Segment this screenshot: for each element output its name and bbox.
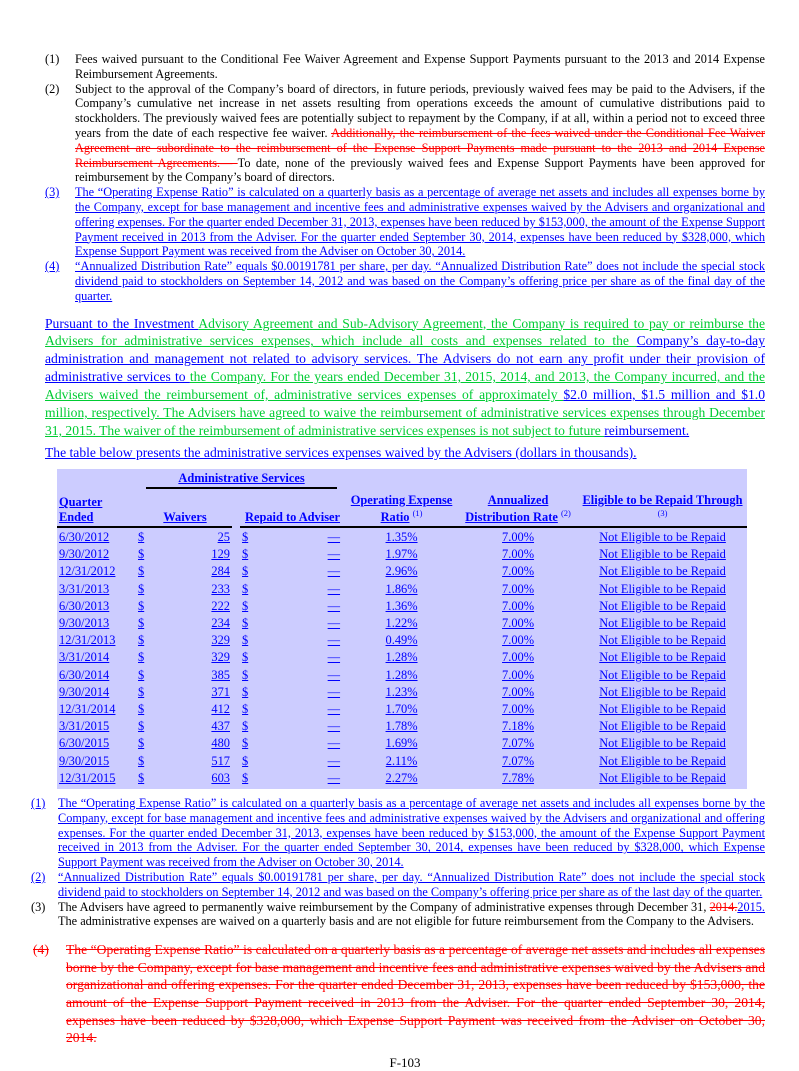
- dollar-sign: $: [242, 684, 249, 699]
- cell-quarter-ended: 12/31/2014: [59, 702, 116, 717]
- cell-eligible-to-be-repaid: Not Eligible to be Repaid: [599, 753, 726, 768]
- cell-annualized-distribution-rate: 7.00%: [502, 667, 535, 682]
- cell-repaid-amount: —: [327, 650, 341, 665]
- table-row: [57, 700, 747, 717]
- dollar-sign: $: [242, 770, 249, 785]
- footnote-item-2: [31, 870, 765, 900]
- cell-waiver-amount: 234: [211, 616, 230, 631]
- dollar-sign: $: [242, 633, 249, 648]
- dollar-sign: $: [138, 753, 145, 768]
- cell-waiver-amount: 25: [217, 530, 230, 545]
- cell-operating-expense-ratio: 1.70%: [385, 702, 418, 717]
- cell-annualized-distribution-rate: 7.00%: [502, 650, 535, 665]
- table-row: [57, 752, 747, 769]
- footnote-number: (3): [31, 899, 46, 914]
- cell-waiver-amount: 437: [211, 719, 230, 734]
- dollar-sign: $: [138, 684, 145, 699]
- footnote-number: (4): [45, 259, 60, 274]
- cell-waiver-amount: 129: [211, 547, 230, 562]
- cell-eligible-to-be-repaid: Not Eligible to be Repaid: [599, 564, 726, 579]
- cell-annualized-distribution-rate: 7.00%: [502, 530, 535, 545]
- table-row: [57, 545, 747, 562]
- cell-waiver-amount: 480: [211, 736, 230, 751]
- cell-operating-expense-ratio: 2.27%: [385, 770, 418, 785]
- dollar-sign: $: [138, 547, 145, 562]
- cell-repaid-amount: —: [327, 530, 341, 545]
- dollar-sign: $: [242, 667, 249, 682]
- text-segment-blue: Company’s day-to-day administration and management not related to advisory services. The Advisers do not earn any profit under their provision of administrative services to: [45, 333, 765, 385]
- footnote-number: (4): [33, 942, 49, 958]
- cell-operating-expense-ratio: 2.96%: [385, 564, 418, 579]
- table-row: [57, 648, 747, 665]
- cell-repaid-amount: —: [327, 684, 341, 699]
- dollar-sign: $: [138, 581, 145, 596]
- footnote-ref-2: (2): [560, 507, 571, 518]
- cell-repaid-amount: —: [327, 564, 341, 579]
- text-segment-red-strike: 2014.: [709, 899, 738, 914]
- table-row: [57, 597, 747, 614]
- cell-annualized-distribution-rate: 7.00%: [502, 547, 535, 562]
- cell-annualized-distribution-rate: 7.18%: [502, 719, 535, 734]
- cell-repaid-amount: —: [327, 667, 341, 682]
- footnote-text: [58, 796, 765, 870]
- dollar-sign: $: [242, 650, 249, 665]
- cell-quarter-ended: 9/30/2013: [59, 616, 110, 631]
- dollar-sign: $: [138, 667, 145, 682]
- cell-annualized-distribution-rate: 7.07%: [502, 736, 535, 751]
- footnote-text: [58, 870, 765, 900]
- cell-quarter-ended: 9/30/2014: [59, 684, 110, 699]
- footnote-number: (2): [45, 81, 60, 96]
- footnote-text: [58, 900, 765, 930]
- dollar-sign: $: [138, 530, 145, 545]
- cell-annualized-distribution-rate: 7.00%: [502, 702, 535, 717]
- cell-waiver-amount: 385: [211, 667, 230, 682]
- cell-repaid-amount: —: [327, 633, 341, 648]
- administrative-services-table: [57, 469, 747, 789]
- cell-eligible-to-be-repaid: Not Eligible to be Repaid: [599, 770, 726, 785]
- text-segment-red-strike: Additionally, the reimbursement of the fees waived under the Conditional Fee Waiver Agreement are subordinate to the reimbursement of the Expense Support Payments made pursuant to the 2013 and 2014 Expense Reimbursement Agreements.—: [75, 125, 766, 170]
- cell-waiver-amount: 222: [211, 598, 230, 613]
- cell-waiver-amount: 329: [211, 650, 230, 665]
- cell-annualized-distribution-rate: 7.00%: [502, 581, 535, 596]
- dollar-sign: $: [138, 598, 145, 613]
- text-segment-black: Subject to the approval of the Company’s board of directors, in future periods, previously waived fees may be paid to the Advisers, if the Company’s cumulative net increase in net assets resulting from operations exceeds the amount of cumulative distributions paid to stockholders. The previously waived fees are potentially subject to repayment by the Company, if at all, within a period not to exceed three years from the date of each respective fee waiver.: [75, 81, 765, 140]
- dollar-sign: $: [138, 564, 145, 579]
- table-group-header-row: [57, 469, 747, 489]
- footnote-text: [75, 259, 765, 303]
- text-segment-blue: The “Operating Expense Ratio” is calculated on a quarterly basis as a percentage of average net assets and includes all expenses borne by the Company, except for base management and incentive fees and administrative expenses waived by the Advisers and organizational and offering expenses. For the quarter ended December 31, 2013, expenses have been reduced by $153,000, the amount of the Expense Support Payment received in 2013 from the Adviser. For the quarter ended September 30, 2014, expenses have been reduced by $328,000, which Expense Support Payment was received from the Adviser on October 30, 2014.: [75, 185, 765, 259]
- cell-annualized-distribution-rate: 7.07%: [502, 753, 535, 768]
- deleted-footnote-4: [33, 941, 765, 1047]
- cell-repaid-amount: —: [327, 753, 341, 768]
- dollar-sign: $: [242, 598, 249, 613]
- cell-operating-expense-ratio: 0.49%: [385, 633, 418, 648]
- text-segment-blue: The table below presents the administrative services expenses waived by the Advisers (dollars in thousands).: [45, 444, 637, 460]
- cell-waiver-amount: 329: [211, 633, 230, 648]
- cell-quarter-ended: 6/30/2013: [59, 598, 110, 613]
- cell-repaid-amount: —: [327, 702, 341, 717]
- text-segment-blue: The “Operating Expense Ratio” is calculated on a quarterly basis as a percentage of average net assets and includes all expenses borne by the Company, except for base management and incentive fees and administrative expenses waived by the Advisers and organizational and offering expenses. For the quarter ended December 31, 2013, expenses have been reduced by $153,000, the amount of the Expense Support Payment received in 2013 from the Adviser. For the quarter ended September 30, 2014, expenses have been reduced by $328,000, which Expense Support Payment was received from the Adviser on October 30, 2014.: [58, 796, 765, 870]
- dollar-sign: $: [242, 547, 249, 562]
- dollar-sign: $: [242, 702, 249, 717]
- cell-quarter-ended: 6/30/2012: [59, 530, 110, 545]
- dollar-sign: $: [138, 736, 145, 751]
- cell-operating-expense-ratio: 1.23%: [385, 684, 418, 699]
- table-row: [57, 631, 747, 648]
- cell-waiver-amount: 284: [211, 564, 230, 579]
- bottom-footnote-list: [31, 796, 765, 929]
- footnote-number: (1): [31, 796, 46, 811]
- table-row: [57, 614, 747, 631]
- footnote-item-1: [31, 796, 765, 870]
- text-segment-blue: 2015.: [737, 899, 765, 914]
- column-header-eligible-to-be-repaid: Eligible to be Repaid Through $^{(3)}$: [578, 493, 747, 528]
- cell-annualized-distribution-rate: 7.00%: [502, 633, 535, 648]
- footnote-item-3: [45, 185, 765, 259]
- text-segment-green: the Company. For the years ended December 31, 2015, 2014, and 2013, the Company incurred, and the Advisers waived the reimbursement of, administrative services expenses of approximately: [45, 369, 765, 403]
- cell-eligible-to-be-repaid: Not Eligible to be Repaid: [599, 650, 726, 665]
- cell-operating-expense-ratio: 1.28%: [385, 667, 418, 682]
- table-body: [57, 528, 747, 789]
- page-number: F-103: [389, 1054, 421, 1070]
- cell-repaid-amount: —: [327, 770, 341, 785]
- top-footnote-list: [45, 52, 765, 304]
- text-segment-blue: $2.0 million, $1.5 million and $1.0: [563, 387, 765, 403]
- text-segment-green: million, respectively. The Advisers have agreed to waive the reimbursement of administrative services expenses through December 31, 2015. The waiver of the reimbursement of administrative services expenses is not subject to future: [45, 405, 765, 438]
- footnote-ref-3: (3): [657, 507, 668, 518]
- column-header-waivers: Waivers: [138, 510, 232, 528]
- table-row: [57, 528, 747, 545]
- dollar-sign: $: [242, 530, 249, 545]
- dollar-sign: $: [242, 719, 249, 734]
- footnote-item-2: [45, 82, 765, 186]
- text-segment-black: The administrative expenses are waived on a quarterly basis and are not eligible for future reimbursement from the Company to the Advisers.: [58, 914, 754, 929]
- cell-eligible-to-be-repaid: Not Eligible to be Repaid: [599, 530, 726, 545]
- cell-annualized-distribution-rate: 7.00%: [502, 616, 535, 631]
- table-row: [57, 580, 747, 597]
- dollar-sign: $: [138, 616, 145, 631]
- cell-annualized-distribution-rate: 7.00%: [502, 598, 535, 613]
- table-row: [57, 734, 747, 751]
- dollar-sign: $: [138, 719, 145, 734]
- text-segment-blue: reimbursement.: [604, 422, 690, 438]
- cell-quarter-ended: 3/31/2014: [59, 650, 110, 665]
- text-segment-black: The Advisers have agreed to permanently waive reimbursement by the Company of administrative expenses through December 31,: [58, 899, 710, 914]
- cell-waiver-amount: 603: [211, 770, 230, 785]
- dollar-sign: $: [242, 581, 249, 596]
- footnote-text: [66, 941, 765, 1047]
- dollar-sign: $: [242, 616, 249, 631]
- cell-eligible-to-be-repaid: Not Eligible to be Repaid: [599, 633, 726, 648]
- cell-quarter-ended: 6/30/2014: [59, 667, 110, 682]
- text-segment-green: Advisory Agreement and Sub-Advisory Agreement, the Company is required to pay or reimburse the Advisers for administrative services expenses, which include all costs and expenses related to the: [45, 315, 765, 349]
- table-row: [57, 717, 747, 734]
- column-header-annualized-distribution-rate: Annualized Distribution Rate $^{(2)}$: [458, 493, 578, 528]
- cell-quarter-ended: 12/31/2015: [59, 770, 116, 785]
- dollar-sign: $: [242, 753, 249, 768]
- cell-waiver-amount: 371: [211, 684, 230, 699]
- table-row: [57, 666, 747, 683]
- dollar-sign: $: [138, 702, 145, 717]
- footnote-item-4: [45, 259, 765, 303]
- cell-operating-expense-ratio: 1.97%: [385, 547, 418, 562]
- footnote-text: [75, 82, 765, 186]
- table-row: [57, 683, 747, 700]
- table-intro-sentence: [45, 444, 765, 462]
- table-column-header-row: [57, 489, 747, 528]
- cell-repaid-amount: —: [327, 616, 341, 631]
- cell-eligible-to-be-repaid: Not Eligible to be Repaid: [599, 547, 726, 562]
- cell-quarter-ended: 9/30/2015: [59, 753, 110, 768]
- dollar-sign: $: [138, 770, 145, 785]
- cell-operating-expense-ratio: 1.22%: [385, 616, 418, 631]
- footnote-number: (1): [45, 52, 60, 66]
- cell-operating-expense-ratio: 1.69%: [385, 736, 418, 751]
- dollar-sign: $: [138, 650, 145, 665]
- cell-annualized-distribution-rate: 7.00%: [502, 564, 535, 579]
- footnote-item-1: [45, 52, 765, 82]
- footnote-item-3: [31, 900, 765, 930]
- text-segment-black: Fees waived pursuant to the Conditional Fee Waiver Agreement and Expense Support Payments pursuant to the 2013 and 2014 Expense Reimbursement Agreements.: [75, 52, 765, 81]
- column-header-repaid-to-adviser: Repaid to Adviser: [240, 510, 345, 528]
- cell-waiver-amount: 412: [211, 702, 230, 717]
- dollar-sign: $: [138, 633, 145, 648]
- text-segment-red-strike: The “Operating Expense Ratio” is calculated on a quarterly basis as a percentage of average net assets and includes all expenses borne by the Company, except for base management and incentive fees and administrative expenses waived by the Advisers and organizational and offering expenses. For the quarter ended December 31, 2013, expenses have been reduced by $153,000, the amount of the Expense Support Payment received in 2013 from the Adviser. For the quarter ended September 30, 2014, expenses have been reduced by $328,000, which Expense Support Payment was received from the Adviser on October 30, 2014.: [66, 942, 765, 1046]
- cell-waiver-amount: 233: [211, 581, 230, 596]
- cell-operating-expense-ratio: 1.35%: [385, 530, 418, 545]
- footnote-number: (3): [45, 185, 60, 200]
- table-row: [57, 562, 747, 579]
- table-row: [57, 769, 747, 789]
- footnote-text: [75, 52, 765, 82]
- text-segment-blue: Pursuant to the Investment: [45, 315, 199, 331]
- cell-operating-expense-ratio: 2.11%: [385, 753, 418, 768]
- advisory-agreement-paragraph: [45, 315, 765, 440]
- cell-repaid-amount: —: [327, 598, 341, 613]
- group-header-administrative-services: Administrative Services: [146, 471, 337, 489]
- cell-annualized-distribution-rate: 7.78%: [502, 770, 535, 785]
- text-segment-blue: “Annualized Distribution Rate” equals $0.00191781 per share, per day. “Annualized Distribution Rate” does not include the special stock dividend paid to stockholders on September 14, 2012 and was based on the Company’s offering price per share as of the final day of the quarter.: [75, 259, 765, 303]
- cell-eligible-to-be-repaid: Not Eligible to be Repaid: [599, 667, 726, 682]
- cell-repaid-amount: —: [327, 736, 341, 751]
- cell-eligible-to-be-repaid: Not Eligible to be Repaid: [599, 581, 726, 596]
- cell-quarter-ended: 3/31/2013: [59, 581, 110, 596]
- cell-eligible-to-be-repaid: Not Eligible to be Repaid: [599, 684, 726, 699]
- cell-eligible-to-be-repaid: Not Eligible to be Repaid: [599, 736, 726, 751]
- cell-eligible-to-be-repaid: Not Eligible to be Repaid: [599, 616, 726, 631]
- cell-repaid-amount: —: [327, 547, 341, 562]
- cell-quarter-ended: 6/30/2015: [59, 736, 110, 751]
- cell-quarter-ended: 3/31/2015: [59, 719, 110, 734]
- cell-repaid-amount: —: [327, 581, 341, 596]
- dollar-sign: $: [242, 736, 249, 751]
- dollar-sign: $: [242, 564, 249, 579]
- cell-operating-expense-ratio: 1.78%: [385, 719, 418, 734]
- cell-eligible-to-be-repaid: Not Eligible to be Repaid: [599, 598, 726, 613]
- cell-annualized-distribution-rate: 7.00%: [502, 684, 535, 699]
- footnote-text: [75, 185, 765, 259]
- footnote-ref-1: (1): [412, 507, 423, 518]
- text-segment-black: To date, none of the previously waived fees and Expense Support Payments have been approved for reimbursement by the Company’s board of directors.: [75, 155, 765, 185]
- cell-quarter-ended: 9/30/2012: [59, 547, 110, 562]
- cell-waiver-amount: 517: [211, 753, 230, 768]
- cell-operating-expense-ratio: 1.28%: [385, 650, 418, 665]
- cell-quarter-ended: 12/31/2012: [59, 564, 116, 579]
- column-header-operating-expense-ratio: Operating Expense Ratio $^{(1)}$: [345, 493, 458, 528]
- cell-operating-expense-ratio: 1.86%: [385, 581, 418, 596]
- footnote-number: (2): [31, 870, 46, 885]
- cell-eligible-to-be-repaid: Not Eligible to be Repaid: [599, 702, 726, 717]
- cell-eligible-to-be-repaid: Not Eligible to be Repaid: [599, 719, 726, 734]
- column-header-quarter-ended: Quarter Ended: [57, 495, 138, 528]
- cell-quarter-ended: 12/31/2013: [59, 633, 116, 648]
- cell-operating-expense-ratio: 1.36%: [385, 598, 418, 613]
- cell-repaid-amount: —: [327, 719, 341, 734]
- text-segment-blue: “Annualized Distribution Rate” equals $0.00191781 per share, per day. “Annualized Distribution Rate” does not include the special stock dividend paid to stockholders on September 14, 2012 and was based on the Company’s offering price per share as of the last day of the quarter.: [58, 870, 765, 899]
